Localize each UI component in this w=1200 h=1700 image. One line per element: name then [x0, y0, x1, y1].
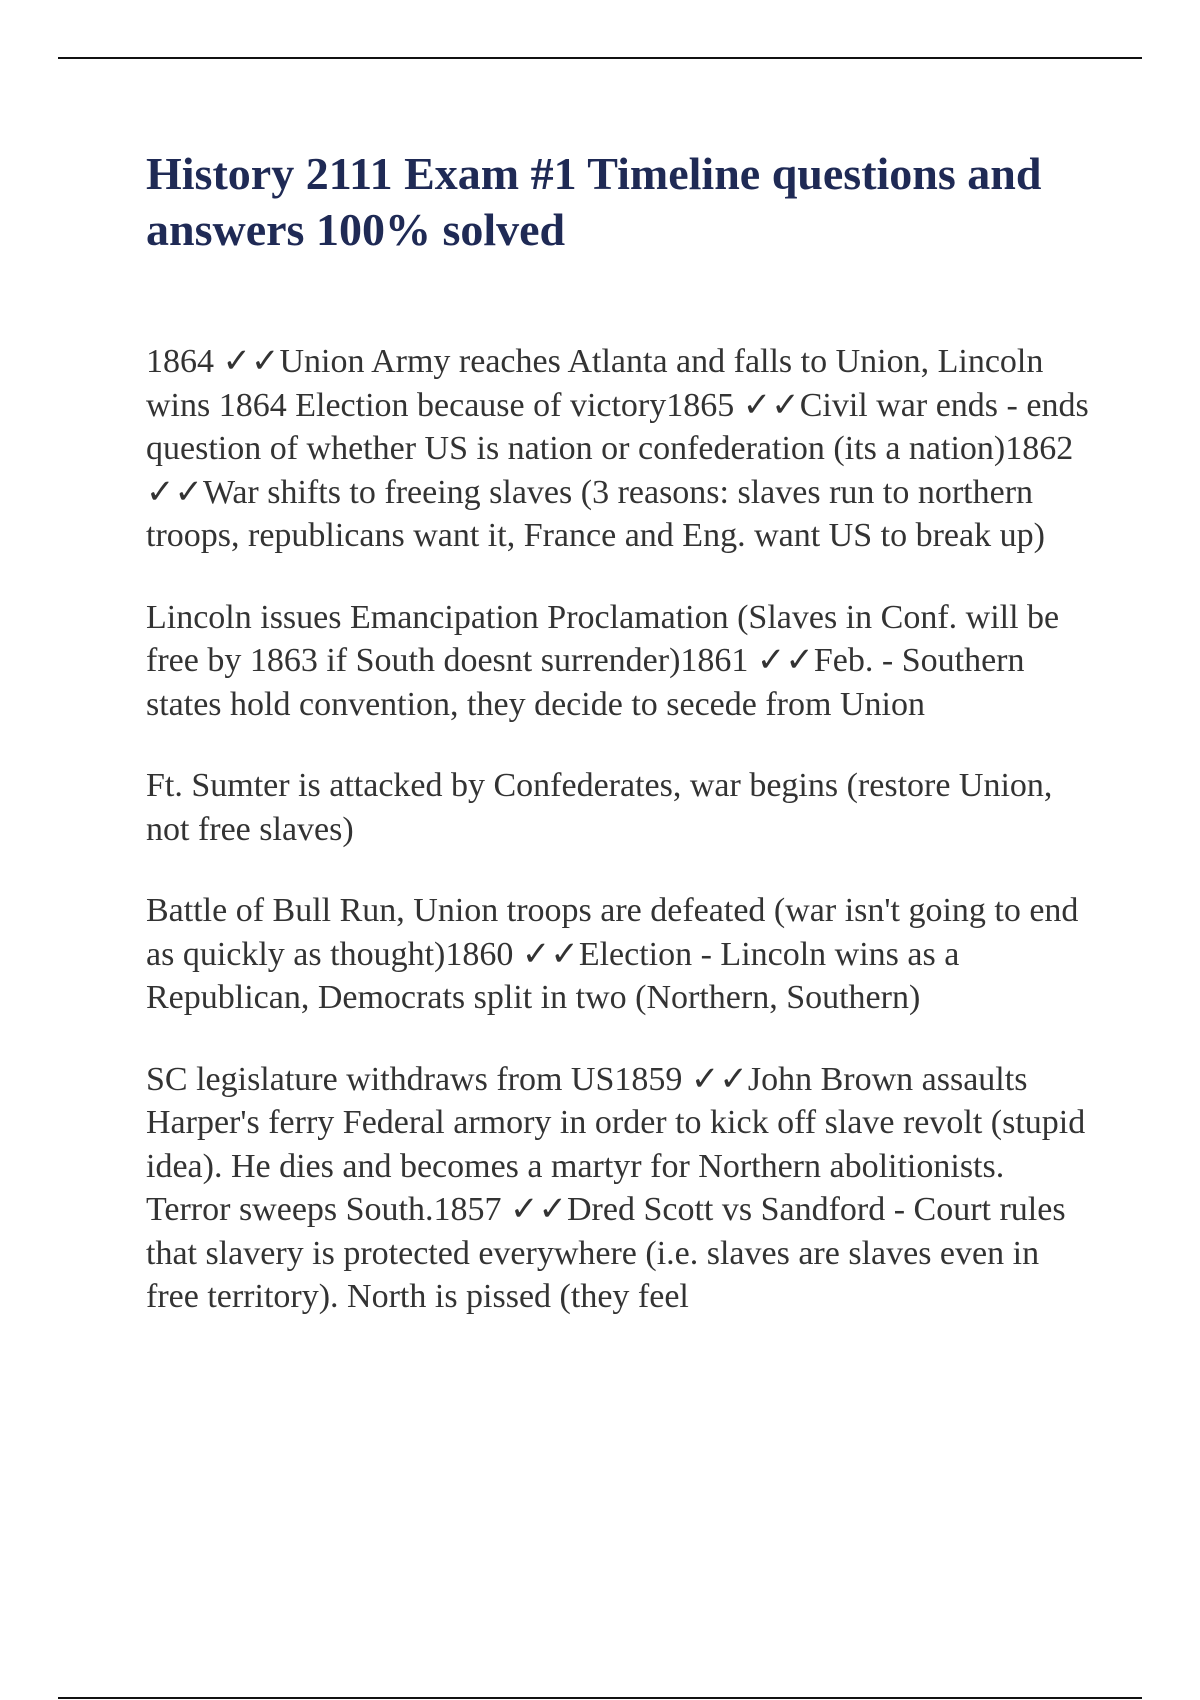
bottom-rule — [58, 1697, 1142, 1699]
document-title: History 2111 Exam #1 Timeline questions and answers 100% solved — [146, 148, 1042, 255]
paragraph-1: 1864 ✓✓Union Army reaches Atlanta and falls to Union, Lincoln wins 1864 Election because of victory1865 ✓✓Civil war ends - ends question of whether US is nation or confederation (its a nation)1862 ✓✓War shifts to freeing slaves (3 reasons: slaves run to northern troops, republicans want it, France and Eng. want US to break up) — [146, 343, 1089, 554]
paragraph-2: Lincoln issues Emancipation Proclamation (Slaves in Conf. will be free by 1863 if South doesnt surrender)1861 ✓✓Feb. - Southern states hold convention, they decide to secede from Union — [146, 598, 1060, 723]
document-body — [146, 340, 1096, 1357]
paragraph-4: Battle of Bull Run, Union troops are defeated (war isn't going to end as quickly as thought)1860 ✓✓Election - Lincoln wins as a Republican, Democrats split in two (Northern, Southern) — [146, 892, 1079, 1016]
paragraph-5: SC legislature withdraws from US1859 ✓✓John Brown assaults Harper's ferry Federal armory in order to kick off slave revolt (stupid idea). He dies and becomes a martyr for Northern abolitionists. Terror sweeps South.1857 ✓✓Dred Scott vs Sandford - Court rules that slavery is protected everywhere (i.e. slaves are slaves even in free territory). North is pissed (they feel — [146, 1060, 1086, 1315]
paragraph-3: Ft. Sumter is attacked by Confederates, war begins (restore Union, not free slaves) — [146, 767, 1053, 848]
top-rule — [58, 57, 1142, 59]
